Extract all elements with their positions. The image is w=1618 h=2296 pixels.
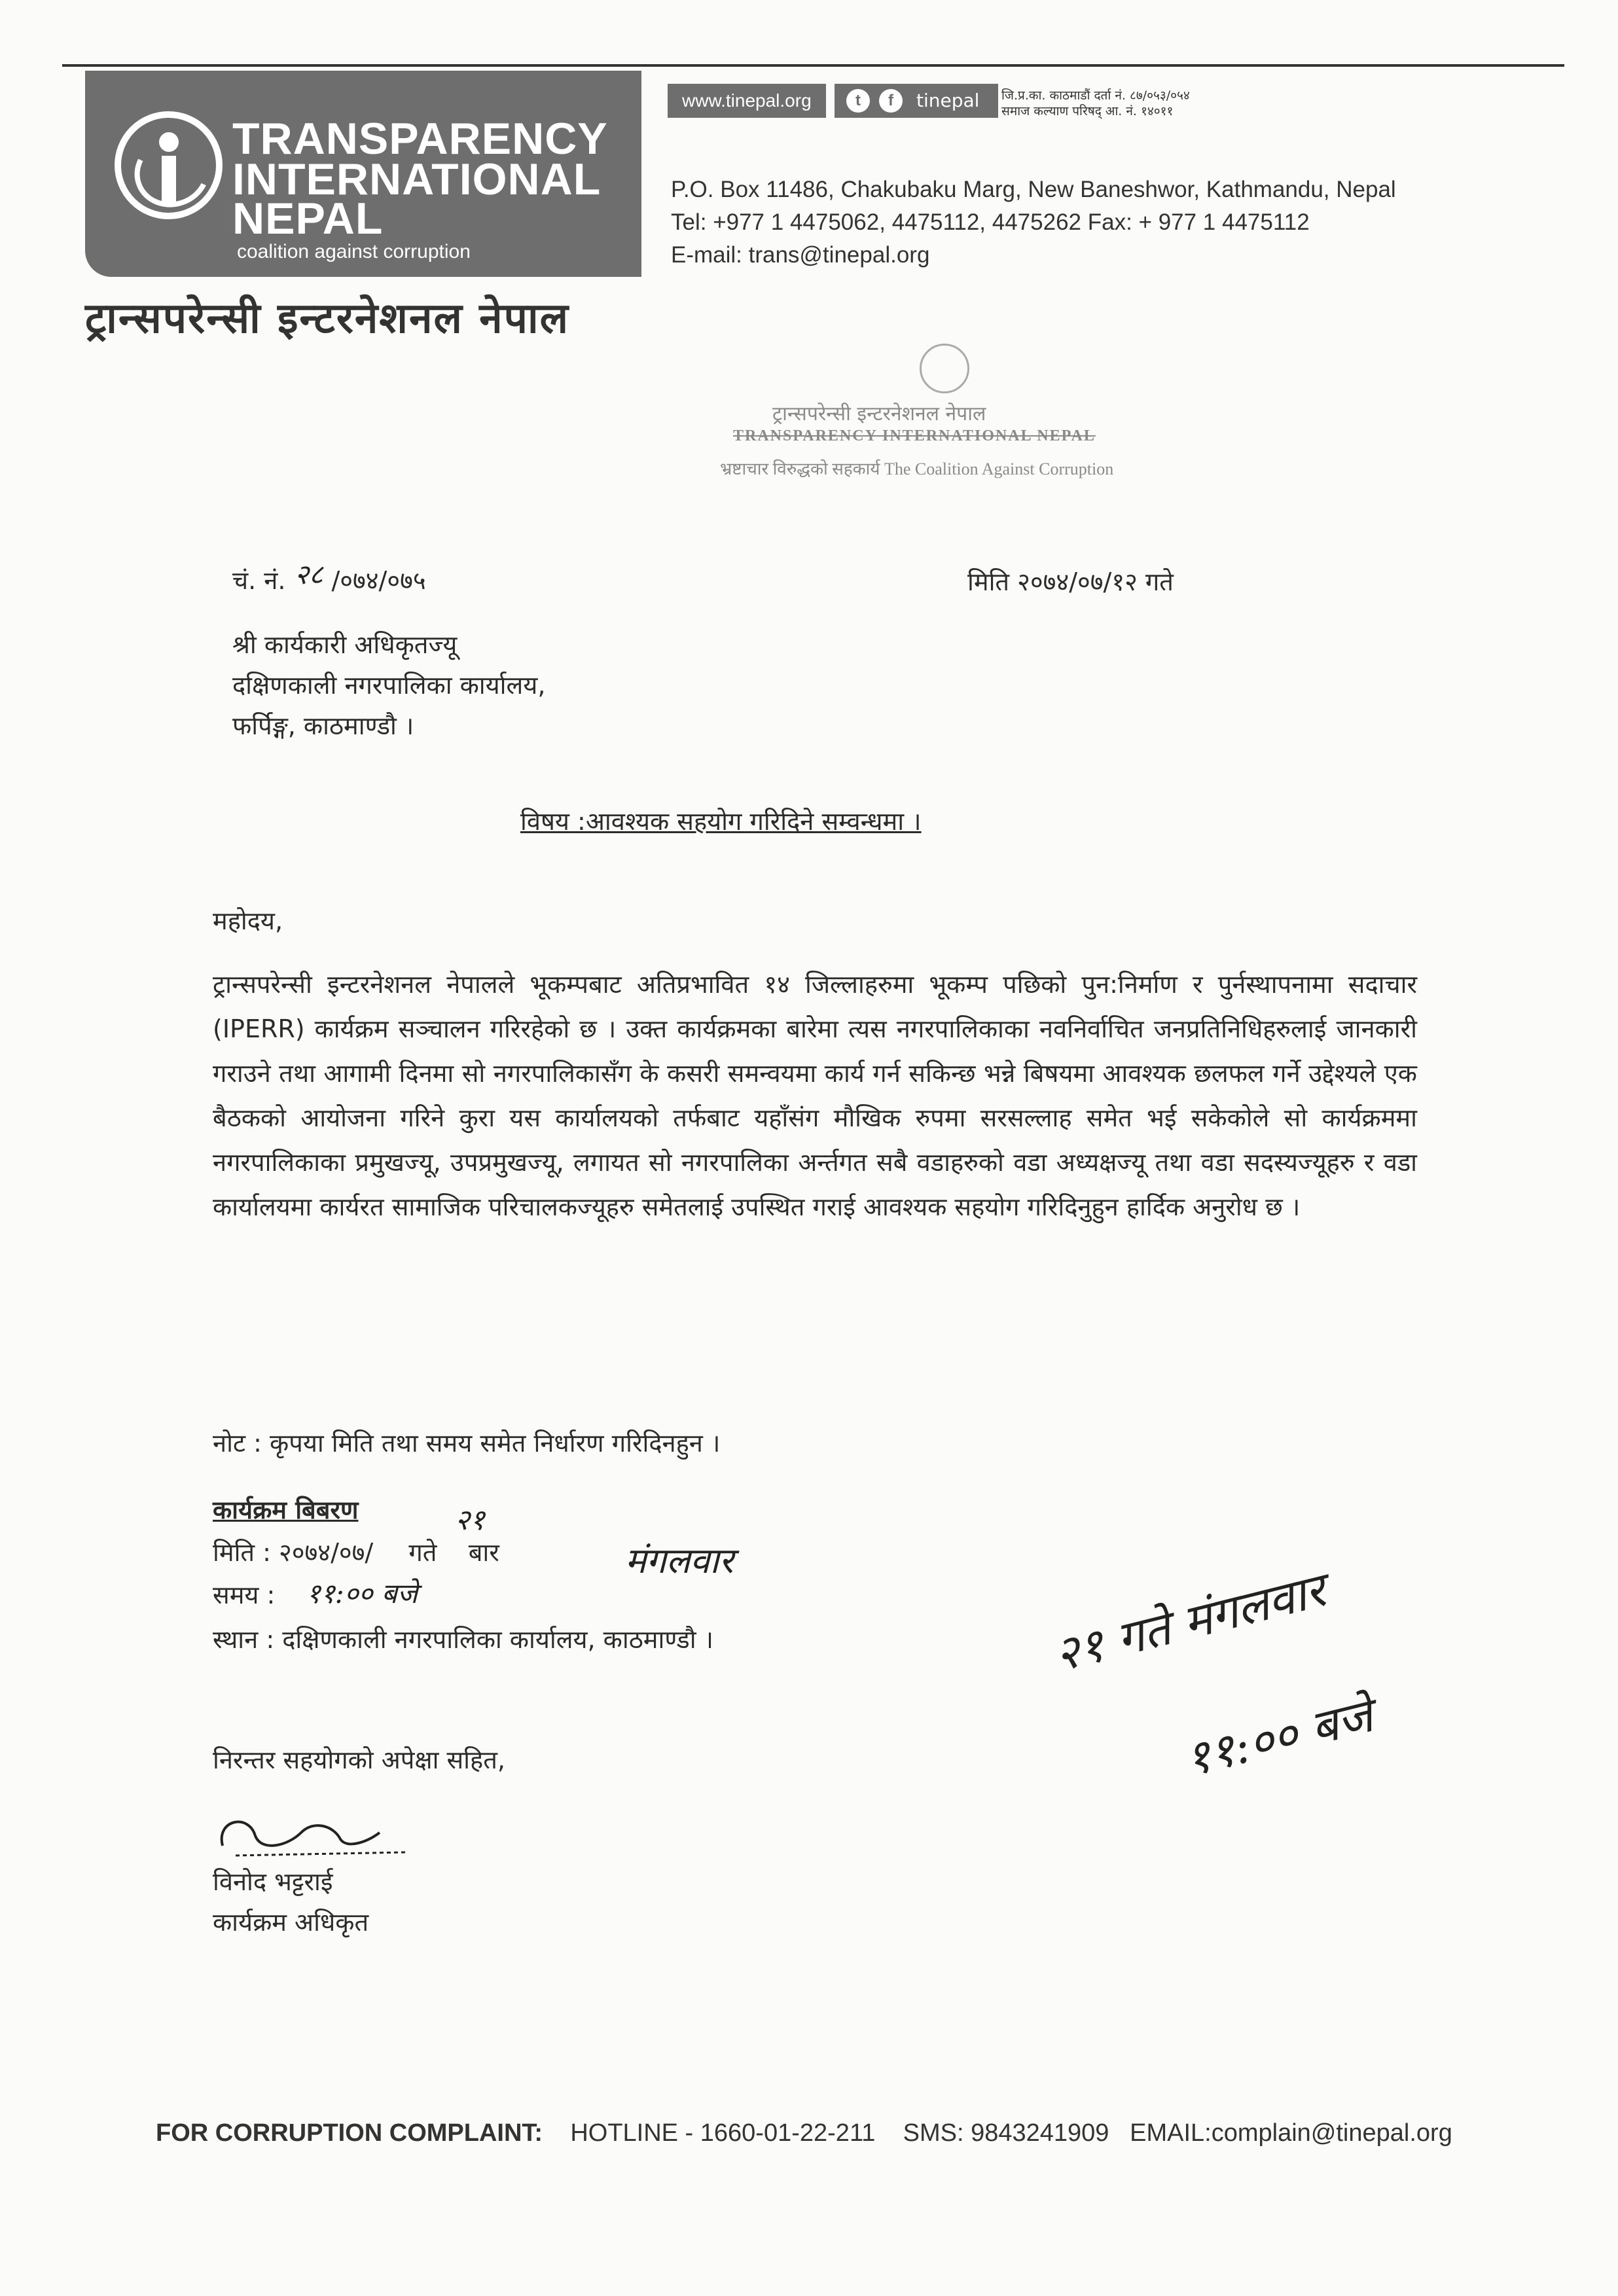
closing-line: निरन्तर सहयोगको अपेक्षा सहित, <box>213 1746 505 1774</box>
program-date <box>213 1535 499 1569</box>
header-rule <box>62 64 1564 67</box>
stamp-line-2: TRANSPARENCY INTERNATIONAL NEPAL <box>733 427 1096 444</box>
registration-line-2: समाज कल्याण परिषद् आ. नं. १४०११ <box>1001 104 1174 118</box>
reference-prefix: चं. नं. <box>232 566 286 595</box>
footer-sms: SMS: 9843241909 <box>903 2119 1109 2147</box>
reference-number <box>232 563 426 597</box>
footer-hotline: HOTLINE - 1660-01-22-211 <box>570 2119 876 2147</box>
logo-nepali-name: ट्रान्सपरेन्सी इन्टरनेशनल नेपाल <box>85 295 569 343</box>
program-date-mid: गते बार <box>393 1538 499 1567</box>
facebook-icon: f <box>879 89 903 113</box>
logo-tagline: coalition against corruption <box>237 241 471 262</box>
twitter-icon: t <box>846 89 870 113</box>
footer-email: EMAIL:complain@tinepal.org <box>1130 2119 1452 2147</box>
logo-text-line-2: INTERNATIONAL <box>232 154 602 204</box>
margin-note-date: २१ गते मंगलवार <box>1049 1562 1331 1683</box>
office-stamp <box>720 344 1178 494</box>
complaint-footer <box>156 2119 1452 2147</box>
program-time-handwritten: ११:०० बजे <box>306 1577 418 1609</box>
program-day-handwritten: मंगलवार <box>625 1540 734 1581</box>
address-line-1: P.O. Box 11486, Chakubaku Marg, New Baneshwor, Kathmandu, Nepal <box>671 177 1396 202</box>
address-line-2: Tel: +977 1 4475062, 4475112, 4475262 Fax: + 977 1 4475112 <box>671 209 1310 235</box>
margin-note-time: ११:०० बजे <box>1179 1687 1378 1787</box>
stamp-line-3: भ्रष्टाचार विरुद्धको सहकार्य The Coalition Against Corruption <box>720 459 1114 478</box>
stamp-circle-icon <box>920 344 969 393</box>
reference-handwritten: २८ <box>295 558 323 590</box>
program-date-label: मिति : २०७४/०७/ <box>213 1538 374 1567</box>
program-date-handwritten: २१ <box>455 1503 485 1537</box>
social-pill <box>835 84 998 118</box>
registration-line-1: जि.प्र.का. काठमाडौं दर्ता नं. ८७/०५३/०५४ <box>1001 88 1190 103</box>
letter-body: ट्रान्सपरेन्सी इन्टरनेशनल नेपालले भूकम्पबाट अतिप्रभावित १४ जिल्लाहरुमा भूकम्प पछिको पुन:निर्माण र पुर्नस्थापनामा सदाचार (IPERR) कार्यक्रम सञ्चालन गरिरहेको छ । उक्त कार्यक्रमका बारेमा त्यस नगरपालिकाका नवनिर्वाचित जनप्रतिनिधिहरुलाई जानकारी गराउने तथा आगामी दिनमा सो नगरपालिकासँग के कसरी समन्वयमा कार्य गर्न सकिन्छ भन्ने बिषयमा आवश्यक छलफल गर्ने उद्देश्यले एक बैठकको आयोजना गरिने कुरा यस कार्यालयको तर्फबाट यहाँसंग मौखिक रुपमा सरसल्लाह समेत भई सकेकोले सो कार्यक्रममा नगरपालिकाका प्रमुखज्यू, उपप्रमुखज्यू, लगायत सो नगरपालिका अर्न्तगत सबै वडाहरुको वडा अध्यक्षज्यू तथा वडा सदस्यज्यूहरु र वडा कार्यालयमा कार्यरत सामाजिक परिचालकज्यूहरु समेतलाई उपस्थित गराई आवश्यक सहयोग गरिदिनुहुन हार्दिक अनुरोध छ । <box>213 970 1417 1221</box>
program-time: समय : <box>213 1581 283 1609</box>
website-label: www.tinepal.org <box>668 84 826 118</box>
logo-text-line-1: TRANSPARENCY <box>232 114 608 164</box>
footer-label: FOR CORRUPTION COMPLAINT: <box>156 2119 543 2147</box>
address-line-3: E-mail: trans@tinepal.org <box>671 242 930 268</box>
letter-date: मिति २०७४/०७/१२ गते <box>967 567 1174 596</box>
registration-info <box>1001 88 1190 119</box>
social-handle: tinepal <box>916 90 980 111</box>
recipient-line-3: फर्पिङ्ग, काठमाण्डौ । <box>232 711 414 740</box>
address-block <box>671 173 1396 272</box>
ti-logo-icon <box>115 111 223 219</box>
recipient-line-1: श्री कार्यकारी अधिकृतज्यू <box>232 630 458 659</box>
logo-text-line-3: NEPAL <box>232 194 384 243</box>
salutation: महोदय, <box>213 906 283 935</box>
program-details-title: कार्यक्रम बिबरण <box>213 1496 359 1524</box>
stamp-line-1: ट्रान्सपरेन्सी इन्टरनेशनल नेपाल <box>772 403 986 425</box>
recipient-line-2: दक्षिणकाली नगरपालिका कार्यालय, <box>232 671 546 700</box>
letter-subject: विषय :आवश्यक सहयोग गरिदिने सम्वन्धमा । <box>520 807 922 836</box>
reference-suffix: /०७४/०७५ <box>331 566 426 595</box>
letter-note: नोट : कृपया मिति तथा समय समेत निर्धारण गरिदिनहुन । <box>213 1429 721 1458</box>
signer-name: विनोद भट्टराई <box>213 1867 333 1896</box>
signature-mark <box>209 1806 419 1865</box>
program-place: स्थान : दक्षिणकाली नगरपालिका कार्यालय, काठमाण्डौ । <box>213 1625 714 1654</box>
signer-title: कार्यक्रम अधिकृत <box>213 1908 369 1937</box>
